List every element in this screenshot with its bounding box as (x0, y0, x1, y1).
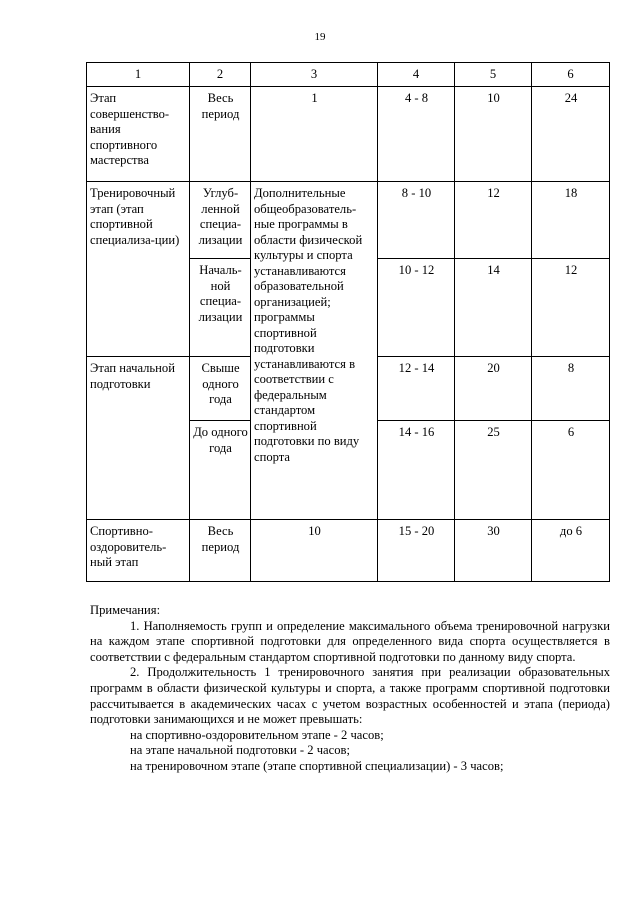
header-cell: 6 (532, 63, 610, 87)
period-cell: До одного года (190, 421, 251, 520)
table-row (87, 520, 610, 582)
max-count-cell: 24 (532, 87, 610, 182)
period-cell: Весь период (190, 520, 251, 582)
note-2-item: на тренировочном этапе (этапе спортивной специализации) - 3 часов; (130, 758, 504, 773)
notes-section (90, 603, 610, 775)
period-cell: Углуб-ленной специа-лизации (190, 182, 251, 259)
max-count-cell: до 6 (532, 520, 610, 582)
age-cell: 14 - 16 (378, 421, 455, 520)
header-cell: 2 (190, 63, 251, 87)
min-count-cell: 10 (251, 520, 378, 582)
stage-cell: Тренировочный этап (этап спортивной специализа-ции) (87, 182, 190, 357)
age-cell: 15 - 20 (378, 520, 455, 582)
notes-title: Примечания: (90, 603, 161, 617)
max-count-cell: 8 (532, 357, 610, 421)
table-header-row (87, 63, 610, 87)
table-row (87, 87, 610, 182)
optimal-count-cell: 14 (455, 259, 532, 357)
stage-cell: Этап совершенство-вания спортивного мастерства (87, 87, 190, 182)
min-count-cell: 1 (251, 87, 378, 182)
optimal-count-cell: 30 (455, 520, 532, 582)
stage-cell: Этап начальной подготовки (87, 357, 190, 520)
age-cell: 12 - 14 (378, 357, 455, 421)
optimal-count-cell: 20 (455, 357, 532, 421)
optimal-count-cell: 25 (455, 421, 532, 520)
age-cell: 10 - 12 (378, 259, 455, 357)
page-number: 19 (314, 31, 326, 43)
table-row (87, 182, 610, 259)
header-cell: 4 (378, 63, 455, 87)
header-cell: 3 (251, 63, 378, 87)
period-cell: Весь период (190, 87, 251, 182)
optimal-count-cell: 10 (455, 87, 532, 182)
header-cell: 1 (87, 63, 190, 87)
stage-cell: Спортивно-оздоровитель-ный этап (87, 520, 190, 582)
training-table (86, 62, 610, 582)
age-cell: 4 - 8 (378, 87, 455, 182)
note-2: 2. Продолжительность 1 тренировочного занятия при реализации образовательных программ в области физической культуры и спорта, а также программ спортивной подготовки рассчитывается в академических часах с учетом возрастных особенностей и этапа (периода) подготовки занимающихся и не может превышать: (90, 665, 610, 727)
optimal-count-cell: 12 (455, 182, 532, 259)
age-cell: 8 - 10 (378, 182, 455, 259)
note-1: 1. Наполняемость групп и определение максимального объема тренировочной нагрузки на каждом этапе спортивной подготовки для определенного вида спорта осуществляется в соответствии с федеральным стандартом спортивной подготовки по данному виду спорта. (90, 618, 610, 664)
programs-note-cell: Дополнительные общеобразователь-ные программы в области физической культуры и спорта устанавливаются образовательной организацией; программы спортивной подготовки устанавливаются в соответствии с федеральным стандартом спортивной подготовки по виду спорта (251, 182, 378, 520)
note-2-item: на этапе начальной подготовки - 2 часов; (130, 743, 350, 758)
max-count-cell: 12 (532, 259, 610, 357)
note-2-item: на спортивно-оздоровительном этапе - 2 часов; (130, 727, 384, 742)
period-cell: Началь-ной специа-лизации (190, 259, 251, 357)
header-cell: 5 (455, 63, 532, 87)
max-count-cell: 18 (532, 182, 610, 259)
max-count-cell: 6 (532, 421, 610, 520)
period-cell: Свыше одного года (190, 357, 251, 421)
